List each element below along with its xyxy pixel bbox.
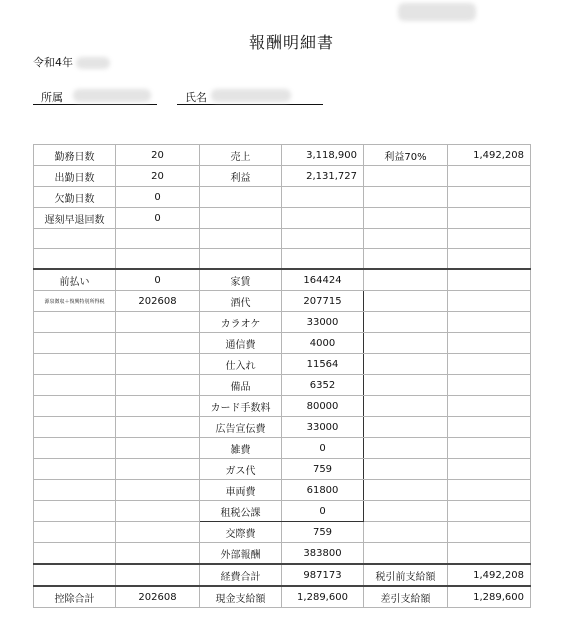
label-cell: 酒代 xyxy=(200,291,282,312)
label-cell: 家賃 xyxy=(200,269,282,291)
label-cell: 経費合計 xyxy=(200,564,282,586)
table-row xyxy=(34,291,531,312)
value-cell: 207715 xyxy=(282,291,364,312)
label-cell xyxy=(364,229,448,249)
table-row xyxy=(34,208,531,229)
value-cell xyxy=(116,354,200,375)
label-cell xyxy=(364,249,448,270)
table-row xyxy=(34,187,531,208)
label-cell xyxy=(364,291,448,312)
label-cell: 車両費 xyxy=(200,480,282,501)
value-cell: 202608 xyxy=(116,586,200,608)
label-cell: 勤務日数 xyxy=(34,145,116,166)
label-cell: 備品 xyxy=(200,375,282,396)
value-cell xyxy=(116,312,200,333)
label-cell xyxy=(34,229,116,249)
label-cell xyxy=(34,522,116,543)
label-cell: 利益70% xyxy=(364,145,448,166)
label-cell xyxy=(364,522,448,543)
value-cell xyxy=(448,396,531,417)
value-cell xyxy=(448,417,531,438)
value-cell xyxy=(448,480,531,501)
value-cell: 987173 xyxy=(282,564,364,586)
label-cell: カラオケ xyxy=(200,312,282,333)
label-cell xyxy=(34,564,116,586)
label-cell xyxy=(200,187,282,208)
table-row xyxy=(34,229,531,249)
label-cell: 利益 xyxy=(200,166,282,187)
label-cell: カード手数料 xyxy=(200,396,282,417)
label-cell xyxy=(364,543,448,565)
label-cell: 現金支給額 xyxy=(200,586,282,608)
table-row xyxy=(34,564,531,586)
value-cell xyxy=(116,333,200,354)
redacted-department xyxy=(73,89,151,102)
value-cell xyxy=(448,249,531,270)
value-cell xyxy=(448,229,531,249)
label-cell xyxy=(34,543,116,565)
value-cell: 80000 xyxy=(282,396,364,417)
value-cell: 164424 xyxy=(282,269,364,291)
label-cell xyxy=(34,375,116,396)
value-cell: 1,492,208 xyxy=(448,564,531,586)
label-cell: 控除合計 xyxy=(34,586,116,608)
label-cell xyxy=(364,354,448,375)
value-cell xyxy=(282,229,364,249)
value-cell xyxy=(448,543,531,565)
value-cell: 0 xyxy=(116,208,200,229)
table-row xyxy=(34,586,531,608)
name-field xyxy=(177,88,323,105)
value-cell xyxy=(116,480,200,501)
label-cell xyxy=(34,459,116,480)
label-cell xyxy=(200,229,282,249)
value-cell: 1,492,208 xyxy=(448,145,531,166)
value-cell xyxy=(448,208,531,229)
table-row xyxy=(34,480,531,501)
label-cell xyxy=(364,480,448,501)
redacted-month xyxy=(76,57,110,69)
value-cell: 33000 xyxy=(282,417,364,438)
value-cell: 759 xyxy=(282,459,364,480)
name-label: 氏名 xyxy=(185,91,207,104)
label-cell xyxy=(364,208,448,229)
value-cell xyxy=(448,291,531,312)
payment-table xyxy=(33,144,531,608)
value-cell xyxy=(116,438,200,459)
value-cell xyxy=(448,166,531,187)
value-cell xyxy=(116,396,200,417)
value-cell xyxy=(282,249,364,270)
value-cell: 20 xyxy=(116,145,200,166)
value-cell xyxy=(448,187,531,208)
table-row xyxy=(34,522,531,543)
label-cell xyxy=(364,396,448,417)
label-cell xyxy=(364,166,448,187)
value-cell xyxy=(448,333,531,354)
table-row xyxy=(34,438,531,459)
label-cell xyxy=(34,417,116,438)
value-cell: 383800 xyxy=(282,543,364,565)
label-cell xyxy=(34,354,116,375)
label-cell: ガス代 xyxy=(200,459,282,480)
label-cell xyxy=(34,480,116,501)
value-cell xyxy=(116,522,200,543)
label-cell: 差引支給額 xyxy=(364,586,448,608)
value-cell xyxy=(282,208,364,229)
label-cell xyxy=(364,501,448,522)
value-cell xyxy=(116,249,200,270)
value-cell xyxy=(116,543,200,565)
department-field xyxy=(33,88,157,105)
value-cell xyxy=(116,501,200,522)
value-cell xyxy=(116,375,200,396)
label-cell xyxy=(364,375,448,396)
label-cell xyxy=(364,333,448,354)
label-cell xyxy=(34,249,116,270)
value-cell xyxy=(448,312,531,333)
label-cell xyxy=(34,501,116,522)
table-row xyxy=(34,249,531,270)
label-cell xyxy=(364,417,448,438)
value-cell xyxy=(448,269,531,291)
table-row xyxy=(34,417,531,438)
table-row xyxy=(34,145,531,166)
era-label: 令和4年 xyxy=(33,56,73,69)
value-cell: 20 xyxy=(116,166,200,187)
label-cell xyxy=(364,187,448,208)
label-cell: 仕入れ xyxy=(200,354,282,375)
era-year xyxy=(33,54,110,70)
table-row xyxy=(34,375,531,396)
value-cell: 0 xyxy=(116,269,200,291)
value-cell: 3,118,900 xyxy=(282,145,364,166)
label-cell xyxy=(34,312,116,333)
label-cell: 前払い xyxy=(34,269,116,291)
value-cell: 0 xyxy=(282,438,364,459)
value-cell xyxy=(116,229,200,249)
value-cell: 0 xyxy=(116,187,200,208)
label-cell: 広告宣伝費 xyxy=(200,417,282,438)
table-row xyxy=(34,269,531,291)
label-cell xyxy=(364,312,448,333)
value-cell xyxy=(116,564,200,586)
document-title: 報酬明細書 xyxy=(248,33,334,52)
table-row xyxy=(34,354,531,375)
label-cell xyxy=(34,396,116,417)
value-cell: 0 xyxy=(282,501,364,522)
department-label: 所属 xyxy=(41,91,63,104)
value-cell: 759 xyxy=(282,522,364,543)
value-cell: 2,131,727 xyxy=(282,166,364,187)
value-cell: 1,289,600 xyxy=(282,586,364,608)
value-cell: 1,289,600 xyxy=(448,586,531,608)
label-cell xyxy=(34,333,116,354)
table-row xyxy=(34,459,531,480)
label-cell xyxy=(364,438,448,459)
value-cell xyxy=(448,501,531,522)
value-cell: 11564 xyxy=(282,354,364,375)
label-cell: 通信費 xyxy=(200,333,282,354)
label-cell: 欠勤日数 xyxy=(34,187,116,208)
label-cell xyxy=(34,438,116,459)
redacted-name xyxy=(211,89,291,102)
table-row xyxy=(34,501,531,522)
label-cell: 税引前支給額 xyxy=(364,564,448,586)
table-row xyxy=(34,166,531,187)
label-cell: 売上 xyxy=(200,145,282,166)
value-cell: 4000 xyxy=(282,333,364,354)
label-cell: 出勤日数 xyxy=(34,166,116,187)
label-cell xyxy=(364,459,448,480)
table-row xyxy=(34,543,531,565)
value-cell: 33000 xyxy=(282,312,364,333)
label-cell xyxy=(364,269,448,291)
redacted-header-text xyxy=(398,3,476,21)
label-cell: 外部報酬 xyxy=(200,543,282,565)
label-cell xyxy=(200,208,282,229)
table-row xyxy=(34,396,531,417)
label-cell: 交際費 xyxy=(200,522,282,543)
value-cell: 6352 xyxy=(282,375,364,396)
value-cell xyxy=(448,354,531,375)
label-cell: 源泉徴収＋復興特別所得税 xyxy=(34,291,116,312)
value-cell xyxy=(448,375,531,396)
value-cell xyxy=(282,187,364,208)
value-cell xyxy=(448,522,531,543)
value-cell: 61800 xyxy=(282,480,364,501)
label-cell: 遅刻早退回数 xyxy=(34,208,116,229)
value-cell xyxy=(448,438,531,459)
label-cell: 租税公課 xyxy=(200,501,282,522)
value-cell xyxy=(116,417,200,438)
table-row xyxy=(34,333,531,354)
table-row xyxy=(34,312,531,333)
value-cell xyxy=(448,459,531,480)
label-cell: 雑費 xyxy=(200,438,282,459)
value-cell: 202608 xyxy=(116,291,200,312)
label-cell xyxy=(200,249,282,270)
value-cell xyxy=(116,459,200,480)
